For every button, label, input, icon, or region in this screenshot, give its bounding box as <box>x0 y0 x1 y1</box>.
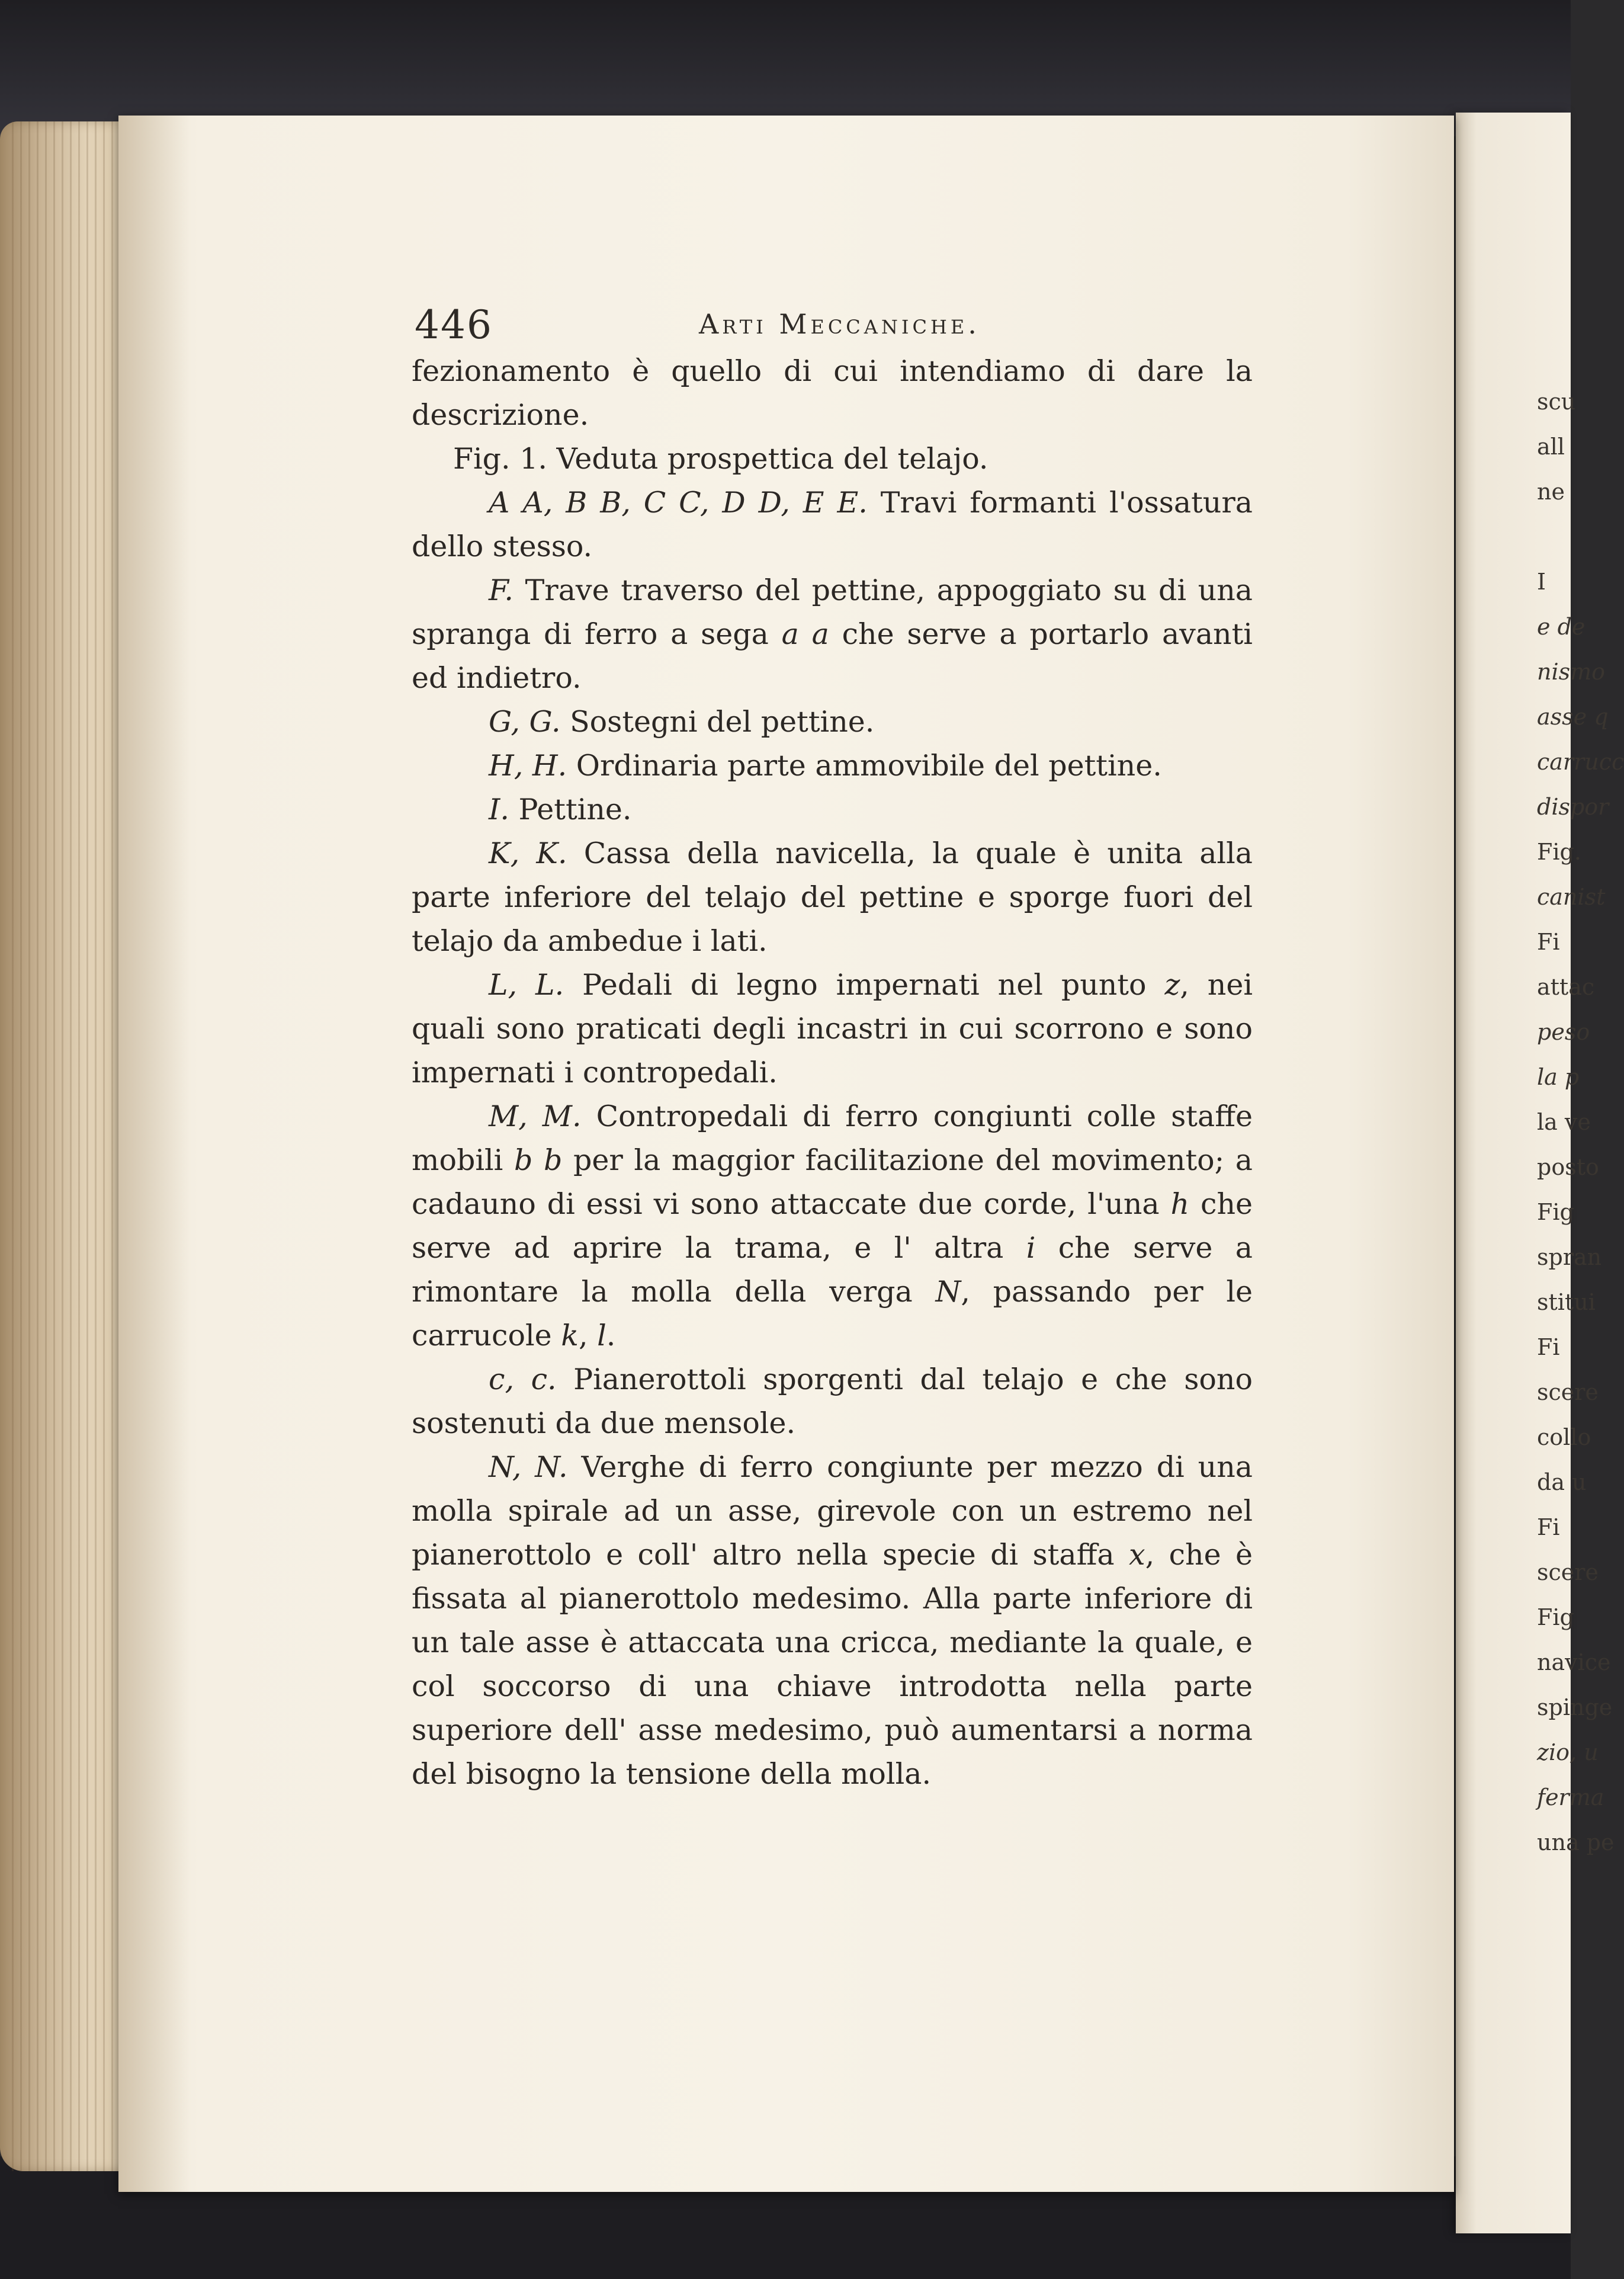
body-text <box>412 350 1253 1796</box>
item-variable: i <box>1026 1231 1036 1265</box>
facing-line: Fig <box>1537 1199 1574 1225</box>
facing-line: dispor <box>1537 794 1609 820</box>
facing-page-text <box>1537 379 1624 1865</box>
item-variable: z <box>1164 968 1180 1002</box>
item-text: per la maggior facilitazione del movimento; a cadauno di essi vi sono attaccate due corde, l'una <box>412 1143 1253 1221</box>
facing-line: e de <box>1537 614 1586 640</box>
item-text: , che è fissata al pianerottolo medesimo. Alla parte inferiore di un tale asse è attaccata una cricca, mediante la quale, e col soccorso di una chiave introdotta nella parte superiore dell' asse medesimo, può aumentarsi a norma del bisogno la tensione della molla. <box>412 1538 1253 1791</box>
paragraph-fig-caption: Fig. 1. Veduta prospettica del telajo. <box>453 442 988 476</box>
item-variable: x <box>1129 1538 1145 1572</box>
item-text: , nei quali sono praticati degli incastri in cui scorrono e sono impernati i contropedali. <box>412 968 1253 1089</box>
paragraph-pedali <box>412 963 1253 1095</box>
item-text: Ordinaria parte ammovibile del pettine. <box>567 749 1162 783</box>
facing-line: asse q <box>1537 704 1609 730</box>
facing-line: stitui <box>1537 1289 1596 1315</box>
paragraph-contropedali <box>412 1095 1253 1358</box>
facing-line: all <box>1537 434 1565 460</box>
item-label: I. <box>489 793 509 826</box>
item-text: Pedali di legno impernati nel punto <box>564 968 1165 1002</box>
facing-line: navice <box>1537 1649 1611 1675</box>
facing-line: scere <box>1537 1379 1599 1405</box>
facing-line: da u <box>1537 1469 1587 1495</box>
item-text: , passando per le carrucole <box>412 1275 1253 1352</box>
facing-line: scere <box>1537 1559 1599 1585</box>
item-text: Travi formanti l'ossatura dello stesso. <box>412 486 1253 563</box>
paragraph-intro: fezionamento è quello di cui intendiamo di dare la descrizione. <box>412 354 1253 432</box>
facing-line <box>1537 514 1571 559</box>
page-header <box>415 302 1256 350</box>
facing-line: carrucc <box>1537 749 1624 775</box>
facing-line: Fig <box>1537 1604 1574 1630</box>
item-text: Cassa della navicella, la quale è unita alla parte inferiore del telajo del pettine e sporge fuori del telajo da ambedue i lati. <box>412 836 1253 958</box>
page-number: 446 <box>415 302 493 348</box>
item-label: H, H. <box>489 749 567 783</box>
item-label: K, K. <box>489 836 567 870</box>
item-text: Pettine. <box>509 793 632 826</box>
item-label: A A, B B, C C, D D, E E. <box>489 486 868 520</box>
facing-line: una pe <box>1537 1829 1615 1855</box>
item-label: N, N. <box>489 1450 568 1484</box>
item-text: Sostegni del pettine. <box>560 705 875 739</box>
item-variable: l <box>597 1319 606 1352</box>
facing-line: scu <box>1537 389 1576 415</box>
item-variable: b b <box>513 1143 563 1177</box>
facing-line: Fi <box>1537 1334 1560 1360</box>
facing-line: ferma <box>1537 1784 1604 1810</box>
item-label: L, L. <box>489 968 564 1002</box>
paragraph-travi <box>412 481 1253 569</box>
facing-line: zio, u <box>1537 1739 1599 1765</box>
facing-line: la p <box>1537 1064 1580 1090</box>
facing-line: I <box>1537 569 1546 595</box>
item-text: che serve a rimontare la molla della verga <box>412 1231 1253 1309</box>
item-text: Trave traverso del pettine, appoggiato su di una spranga di ferro a sega <box>412 573 1253 651</box>
facing-line: spinge <box>1537 1694 1613 1720</box>
facing-line: spran <box>1537 1244 1602 1270</box>
item-label: F. <box>489 573 513 607</box>
item-variable: h <box>1170 1187 1190 1221</box>
item-text: , <box>578 1319 598 1352</box>
item-label: c, c. <box>489 1363 557 1396</box>
paragraph-sostegni <box>412 700 1253 744</box>
running-head: Arti Meccaniche. <box>699 308 980 340</box>
paragraph-ordinaria <box>412 744 1253 788</box>
item-variable: N <box>935 1275 961 1309</box>
facing-line: attac <box>1537 974 1595 1000</box>
item-text: Pianerottoli sporgenti dal telajo e che sono sostenuti da due mensole. <box>412 1363 1253 1440</box>
facing-line: posto <box>1537 1154 1599 1180</box>
paragraph-cassa <box>412 832 1253 963</box>
facing-line: Fi <box>1537 1514 1560 1540</box>
facing-line: ne <box>1537 479 1565 505</box>
item-text: Verghe di ferro congiunte per mezzo di una molla spirale ad un asse, girevole con un estremo nel pianerottolo e coll' altro nella specie di staffa <box>412 1450 1253 1572</box>
facing-line: nismo <box>1537 659 1606 685</box>
facing-line: peso <box>1537 1019 1590 1045</box>
item-label: M, M. <box>489 1100 582 1133</box>
facing-line: Fi <box>1537 929 1560 955</box>
facing-line: canist <box>1537 884 1606 910</box>
item-text: . <box>606 1319 616 1352</box>
paragraph-pianerottoli <box>412 1358 1253 1445</box>
item-text: Contropedali di ferro congiunti colle staffe mobili <box>412 1100 1253 1177</box>
item-label: G, G. <box>489 705 561 739</box>
paragraph-pettine <box>412 788 1253 832</box>
item-text: che serve ad aprire la trama, e l' altra <box>412 1187 1253 1265</box>
item-variable: a a <box>781 617 829 651</box>
facing-line: collo <box>1537 1424 1591 1450</box>
paragraph-verghe <box>412 1445 1253 1796</box>
item-text: che serve a portarlo avanti ed indietro. <box>412 617 1253 695</box>
facing-line: la ve <box>1537 1109 1591 1135</box>
paragraph-trave <box>412 569 1253 700</box>
facing-line: Fig. <box>1537 839 1581 865</box>
item-variable: k <box>561 1319 579 1352</box>
